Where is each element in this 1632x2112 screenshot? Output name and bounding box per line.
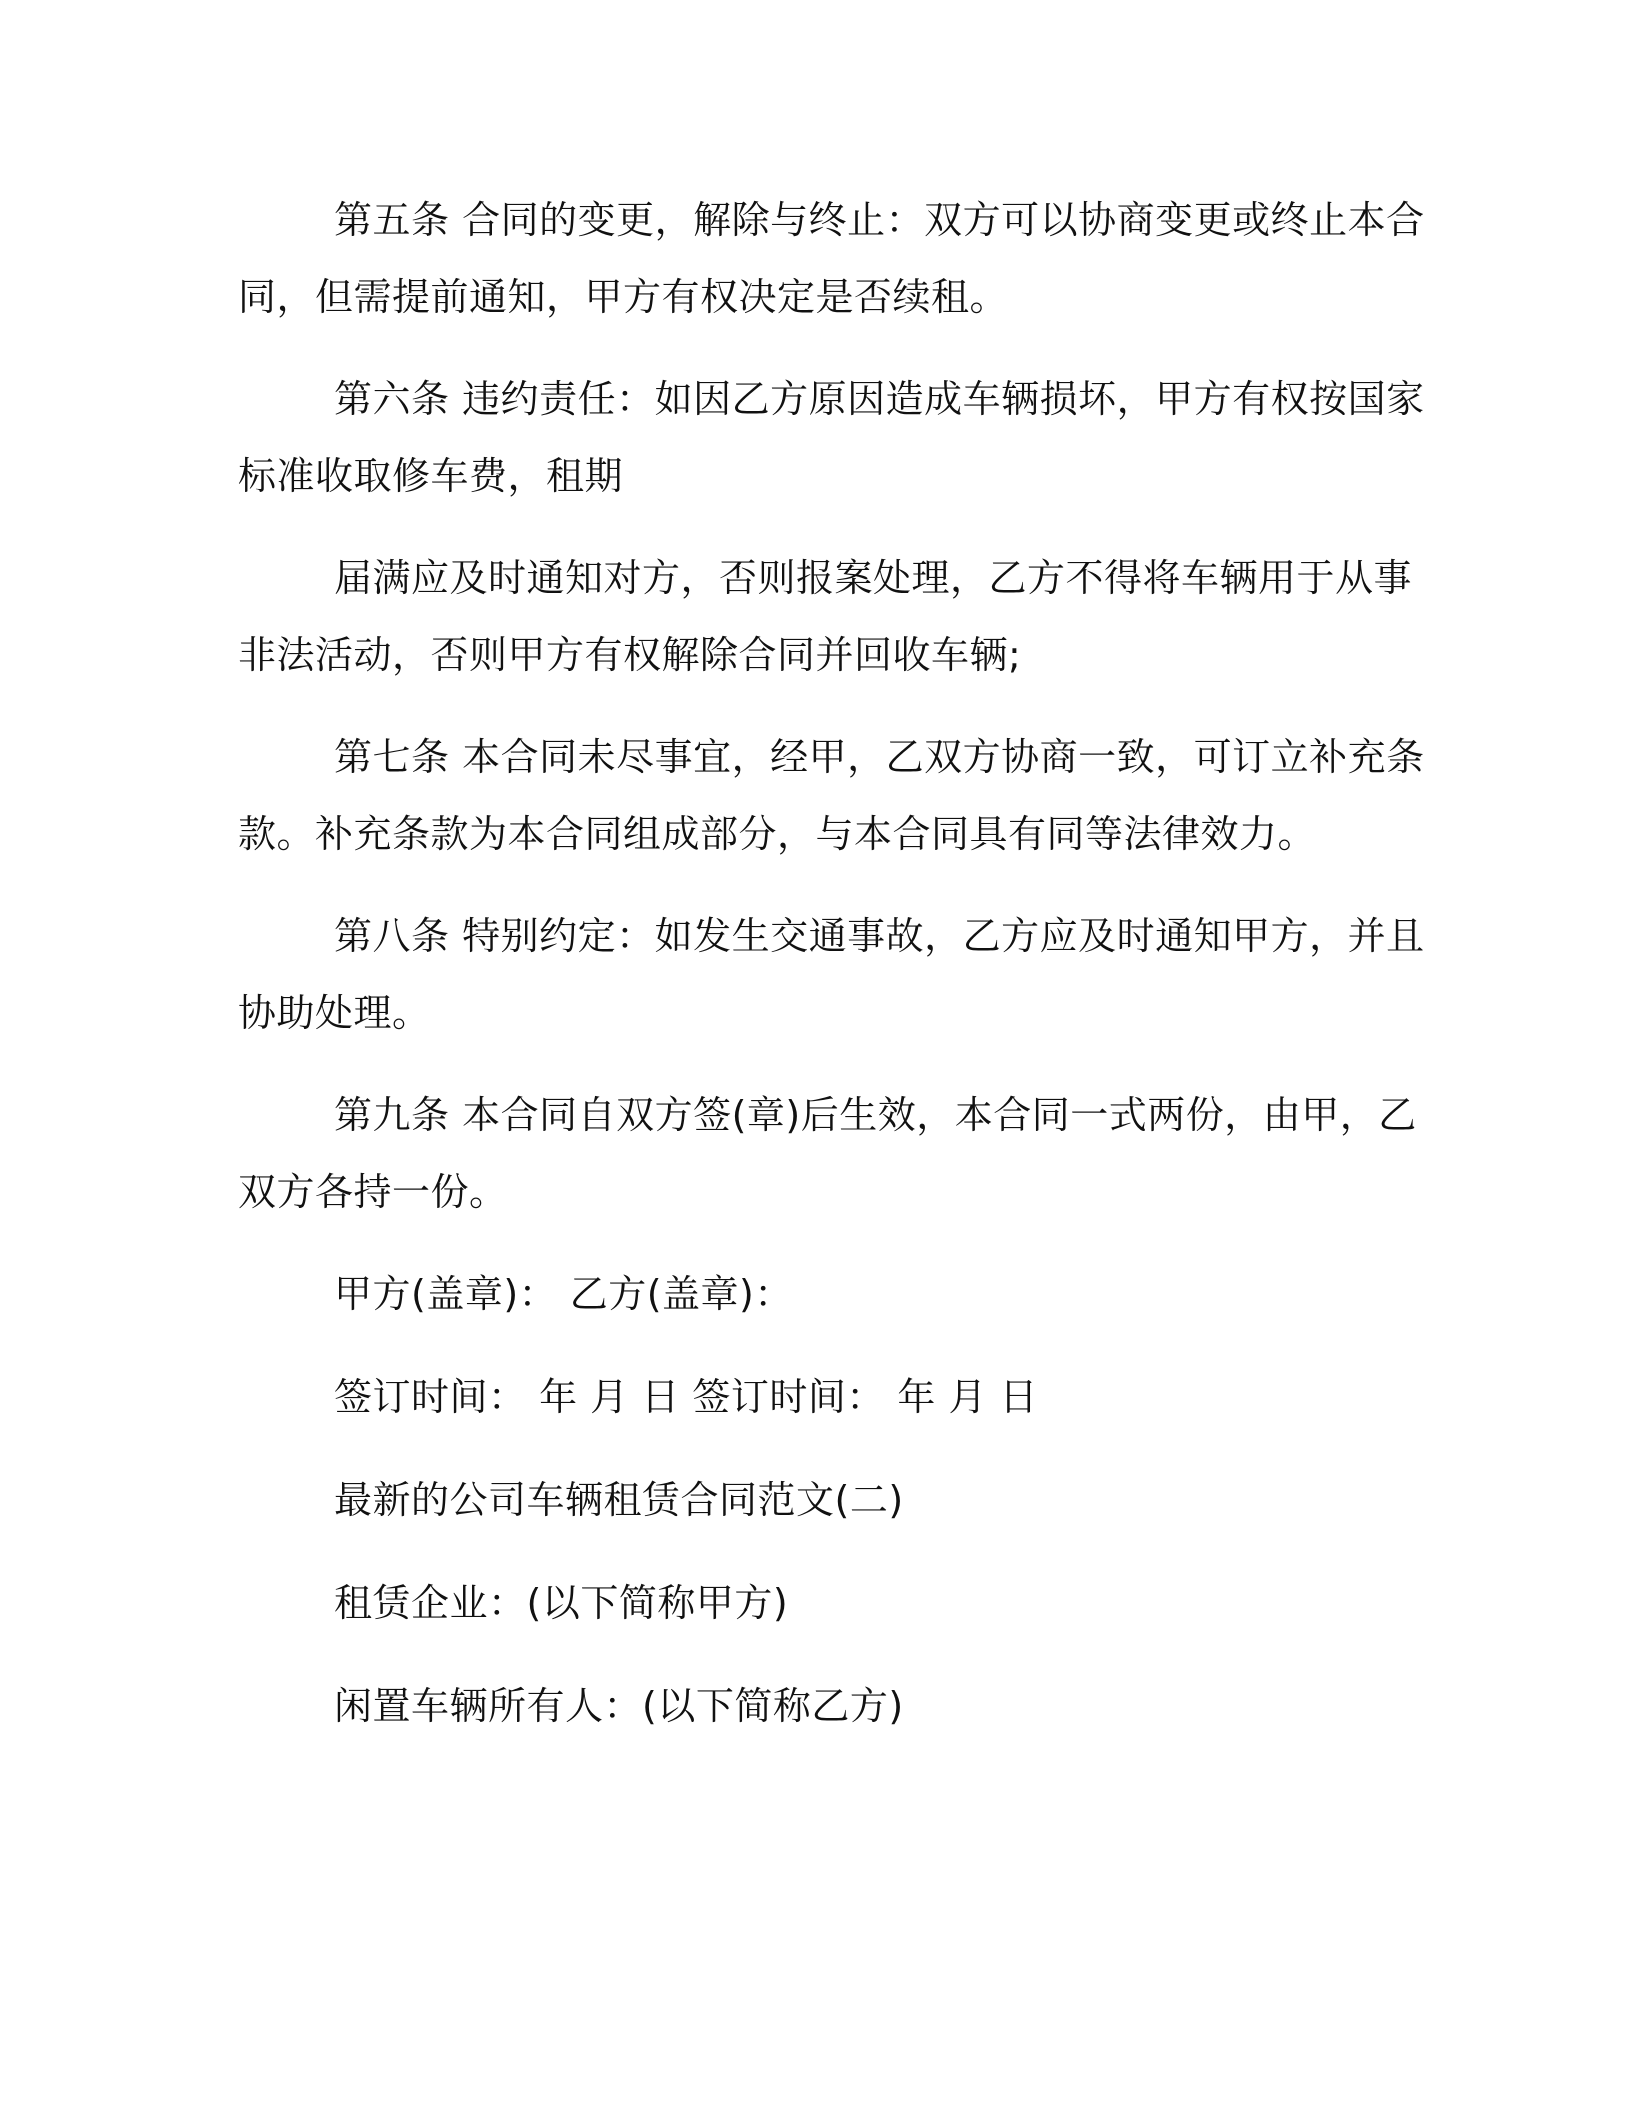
party-a-line: 租赁企业：(以下简称甲方) xyxy=(334,1581,789,1625)
article-7-line-1: 第七条 本合同未尽事宜，经甲，乙双方协商一致，可订立补充条 xyxy=(334,735,1425,779)
article-6-cont-line-1: 届满应及时通知对方，否则报案处理，乙方不得将车辆用于从事 xyxy=(334,556,1413,600)
article-6-cont-line-2: 非法活动，否则甲方有权解除合同并回收车辆; xyxy=(238,633,1022,677)
article-8-line-1: 第八条 特别约定：如发生交通事故，乙方应及时通知甲方，并且 xyxy=(334,914,1425,958)
second-contract-title: 最新的公司车辆租赁合同范文(二) xyxy=(334,1478,904,1522)
article-9-line-1: 第九条 本合同自双方签(章)后生效，本合同一式两份，由甲，乙 xyxy=(334,1093,1417,1137)
signature-line: 甲方(盖章)： 乙方(盖章)： xyxy=(334,1272,793,1316)
article-6-line-1: 第六条 违约责任：如因乙方原因造成车辆损坏，甲方有权按国家 xyxy=(334,377,1425,421)
article-5-line-2: 同，但需提前通知，甲方有权决定是否续租。 xyxy=(238,275,1009,319)
article-9-line-2: 双方各持一份。 xyxy=(238,1170,508,1214)
date-line: 签订时间： 年 月 日 签订时间： 年 月 日 xyxy=(334,1375,1039,1419)
party-b-line: 闲置车辆所有人：(以下简称乙方) xyxy=(334,1684,904,1728)
article-8-line-2: 协助处理。 xyxy=(238,991,431,1035)
article-5-line-1: 第五条 合同的变更，解除与终止：双方可以协商变更或终止本合 xyxy=(334,198,1425,242)
article-6-line-2: 标准收取修车费，租期 xyxy=(238,454,624,498)
article-7-line-2: 款。补充条款为本合同组成部分，与本合同具有同等法律效力。 xyxy=(238,812,1317,856)
